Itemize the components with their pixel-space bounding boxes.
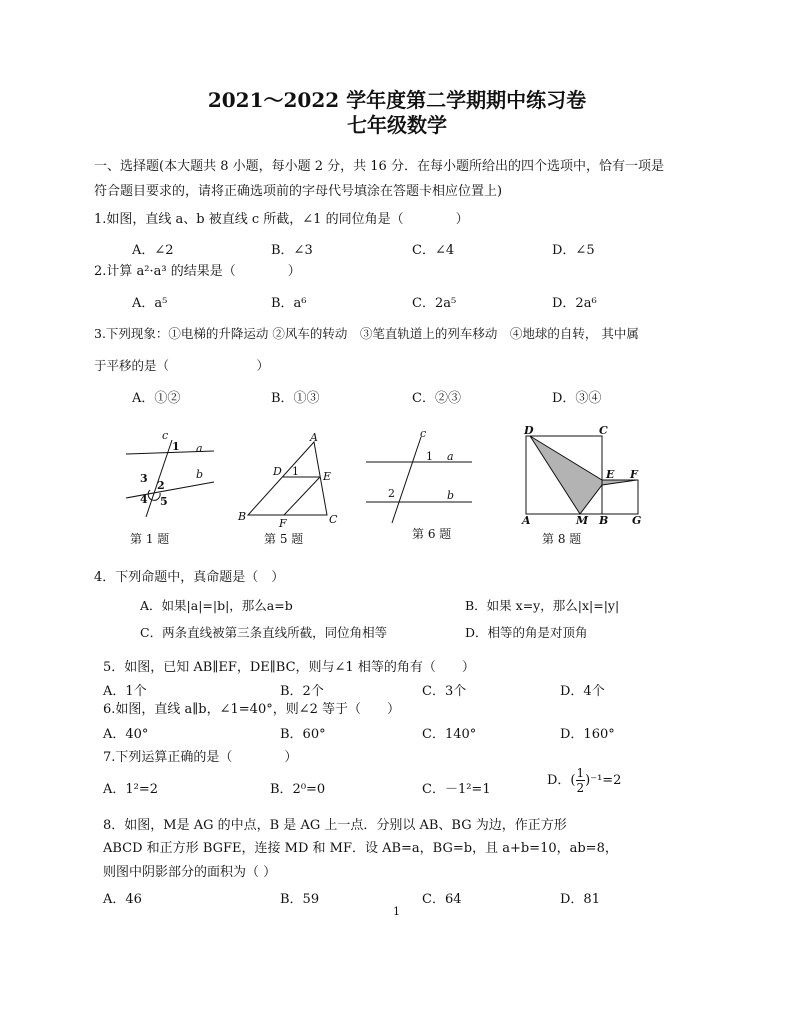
q4-option-a: A．如果|a|=|b|，那么a=b [140, 598, 293, 613]
fig8-square-bgfe [602, 480, 638, 514]
exam-title: 2021～2022 学年度第二学期期中练习卷 [207, 88, 587, 112]
fig1-caption: 第 1 题 [130, 532, 170, 546]
q6-option-a: A．40° [103, 727, 149, 742]
question-8-stem-line3: 则图中阴影部分的面积为（ ） [103, 865, 277, 880]
fig5-triangle-abc [248, 442, 327, 515]
fig6-caption: 第 6 题 [412, 527, 452, 541]
q6-option-b: B．60° [280, 727, 326, 742]
q2-option-b: B．a⁶ [271, 296, 307, 311]
q8-option-a: A．46 [103, 892, 142, 907]
question-5-stem: 5．如图，已知 AB∥EF，DE∥BC，则与∠1 相等的角有（ ） [103, 660, 475, 675]
fig5-label-E: E [323, 470, 332, 483]
fig6-label-2: 2 [388, 487, 395, 500]
fig8-label-G: G [632, 514, 642, 527]
fig6-label-c: c [420, 427, 427, 440]
fig8-label-A: A [522, 514, 531, 527]
q3-option-c: C．②③ [412, 391, 461, 406]
exam-subtitle: 七年级数学 [347, 113, 447, 137]
q7-option-d-prefix: D．( [547, 773, 576, 788]
fig8-label-B: B [599, 514, 609, 527]
fig1-label-a: a [196, 442, 203, 455]
q6-option-c: C．140° [422, 727, 477, 742]
fig8-shaded-region [530, 436, 637, 514]
fig5-label-1: 1 [292, 465, 299, 478]
fig6-label-a: a [447, 450, 454, 463]
fig1-label-c: c [162, 429, 169, 442]
fig1-label-3: 3 [140, 472, 148, 485]
fig5-segment-ef [284, 477, 320, 515]
question-7-stem: 7.下列运算正确的是（ ） [103, 750, 298, 765]
figure-8-diagram [526, 436, 638, 514]
fig8-caption: 第 8 题 [542, 532, 582, 546]
q2-option-c: C．2a⁵ [412, 296, 457, 311]
question-3-stem-line1: 3.下列现象：①电梯的升降运动 ②风车的转动 ③笔直轨道上的列车移动 ④地球的自转， 其中属 [94, 326, 639, 341]
question-4-stem: 4．下列命题中，真命题是（ ） [94, 570, 285, 585]
fig1-label-2: 2 [157, 479, 165, 492]
q4-option-c: C．两条直线被第三条直线所截，同位角相等 [140, 625, 388, 640]
q5-option-c: C．3个 [422, 684, 467, 699]
q5-option-d: D．4个 [560, 684, 605, 699]
q3-option-a: A．①② [132, 391, 181, 406]
fig8-label-M: M [576, 514, 589, 527]
q2-option-a: A．a⁵ [132, 296, 168, 311]
q1-option-d: D．∠5 [552, 243, 595, 258]
question-8-stem-line1: 8．如图，M是 AG 的中点，B 是 AG 上一点．分别以 AB、BG 为边，作正方形 [103, 818, 567, 833]
q2-option-d: D．2a⁶ [552, 296, 597, 311]
fig5-label-D: D [273, 465, 282, 478]
q7-option-a: A．1²=2 [103, 782, 159, 797]
fig5-label-F: F [279, 517, 287, 530]
q8-option-d: D．81 [560, 892, 600, 907]
fig6-label-1: 1 [426, 450, 433, 463]
fig1-label-1: 1 [172, 440, 180, 453]
fig8-label-C: C [599, 424, 608, 437]
fig5-label-A: A [310, 431, 318, 444]
figure-5-diagram [248, 442, 327, 515]
q3-option-d: D．③④ [552, 391, 602, 406]
question-3-stem-line2: 于平移的是（ ） [94, 358, 270, 373]
q5-option-a: A．1个 [103, 684, 147, 699]
fig5-caption: 第 5 题 [264, 532, 304, 546]
fig1-label-5: 5 [160, 495, 168, 508]
page-number: 1 [393, 905, 400, 918]
q5-option-b: B．2个 [280, 684, 324, 699]
q7-option-b: B．2⁰=0 [270, 782, 326, 797]
fig8-label-F: F [630, 468, 638, 481]
fig5-label-C: C [329, 513, 338, 526]
q3-option-b: B．①③ [271, 391, 320, 406]
section-intro-line2: 符合题目要求的，请将正确选项前的字母代号填涂在答题卡相应位置上) [94, 184, 503, 199]
question-8-stem-line2: ABCD 和正方形 BGFE，连接 MD 和 MF．设 AB=a，BG=b，且 a+b=10，ab=8， [103, 841, 618, 856]
section-intro-line1: 一、选择题(本大题共 8 小题，每小题 2 分，共 16 分．在每小题所给出的四个选项中，恰有一项是 [94, 159, 664, 174]
fig1-label-4: 4 [140, 493, 148, 506]
q7-fraction-numerator: 1 [576, 766, 585, 780]
q7-option-d [547, 766, 621, 795]
q1-option-b: B．∠3 [271, 243, 313, 258]
q6-option-d: D．160° [560, 727, 615, 742]
q7-fraction-denominator: 2 [576, 781, 585, 795]
fig6-label-b: b [447, 489, 455, 502]
fig5-label-B: B [238, 510, 247, 523]
fig1-label-b: b [196, 468, 204, 481]
question-1-stem: 1.如图，直线 a、b 被直线 c 所截，∠1 的同位角是（ ） [94, 212, 469, 227]
q7-option-c: C．－1²=1 [422, 782, 491, 797]
q7-option-d-fraction [576, 766, 586, 795]
q8-option-b: B．59 [280, 892, 320, 907]
q7-option-d-suffix: )⁻¹=2 [585, 773, 622, 788]
q1-option-c: C．∠4 [412, 243, 455, 258]
fig6-line-c [392, 437, 421, 523]
q1-option-a: A．∠2 [132, 243, 174, 258]
fig8-label-D: D [524, 424, 534, 437]
q8-option-c: C．64 [422, 892, 462, 907]
fig8-label-E: E [606, 468, 615, 481]
q4-option-b: B．如果 x=y，那么|x|=|y| [465, 598, 620, 613]
question-2-stem: 2.计算 a²·a³ 的结果是（ ） [94, 264, 301, 279]
question-6-stem: 6.如图，直线 a∥b，∠1=40°，则∠2 等于（ ） [103, 702, 401, 717]
figure-6-diagram [366, 437, 472, 523]
q4-option-d: D．相等的角是对顶角 [465, 625, 588, 640]
